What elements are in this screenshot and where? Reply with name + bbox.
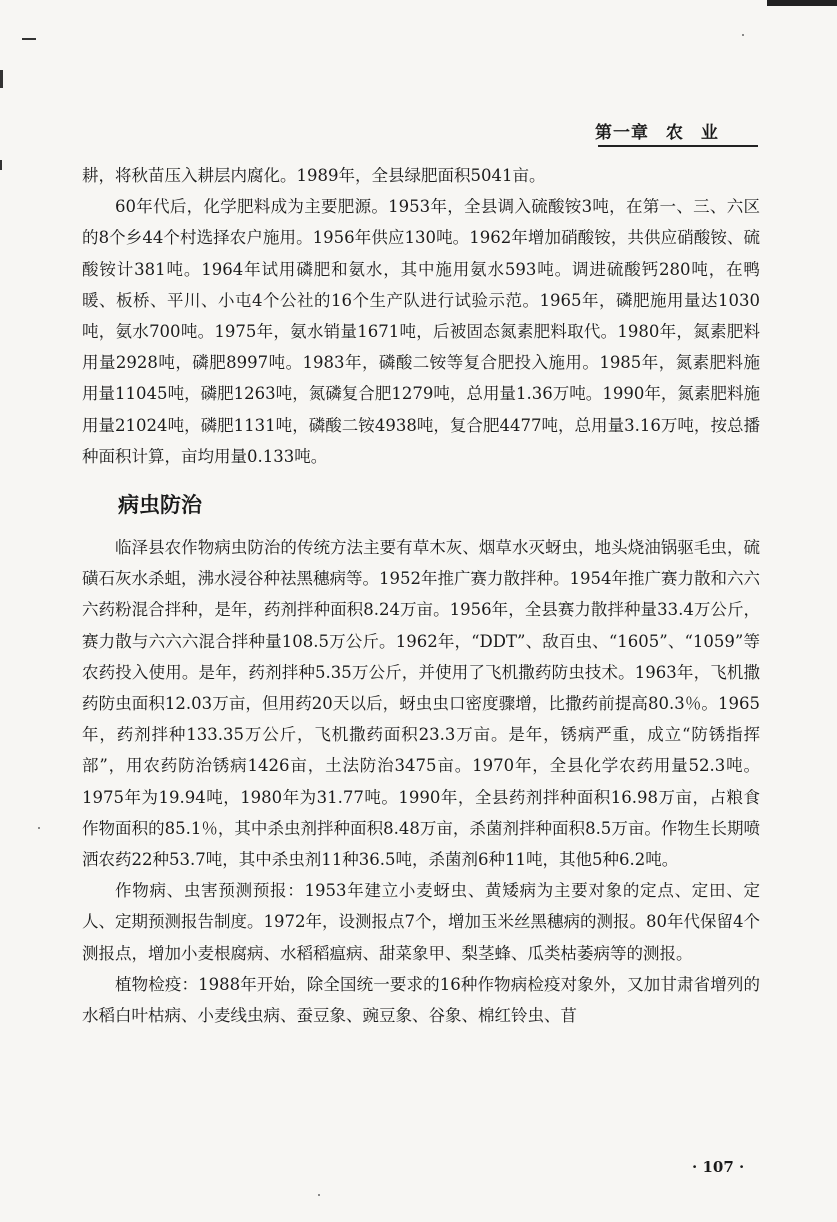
- paragraph: 耕，将秋苗压入耕层内腐化。1989年，全县绿肥面积5041亩。: [82, 166, 546, 185]
- page-number: · 107 ·: [692, 1158, 745, 1176]
- scan-speck: [742, 34, 744, 36]
- section-heading: 病虫防治: [118, 493, 202, 518]
- scan-edge-mark: [22, 38, 36, 40]
- header-rule: [598, 145, 758, 147]
- scan-edge-mark: [767, 0, 837, 6]
- scan-speck: [318, 1194, 320, 1196]
- chapter-header: 第一章 农 业: [595, 123, 719, 143]
- scan-edge-mark: [0, 70, 3, 88]
- paragraph: 60年代后，化学肥料成为主要肥源。1953年，全县调入硫酸铵3吨，在第一、三、六区的8个乡44个村选择农户施用。1956年供应130吨。1962年增加硝酸铵，共供应硝酸铵、硫酸铵计381吨。1964年试用磷肥和氨水，其中施用氨水593吨。调进硫酸钙280吨，在鸭暖、板桥、平川、小屯4个公社的16个生产队进行试验示范。1965年，磷肥施用量达1030吨，氨水700吨。1975年，氨水销量1671吨，后被固态氮素肥料取代。1980年，氮素肥料用量2928吨，磷肥8997吨。1983年，磷酸二铵等复合肥投入施用。1985年，氮素肥料施用量11045吨，磷肥1263吨，氮磷复合肥1279吨，总用量1.36万吨。1990年，氮素肥料施用量21024吨，磷肥1131吨，磷酸二铵4938吨，复合肥4477吨，总用量3.16万吨，按总播种面积计算，亩均用量0.133吨。: [82, 197, 760, 466]
- paragraph: 作物病、虫害预测预报：1953年建立小麦蚜虫、黄矮病为主要对象的定点、定田、定人、定期预测报告制度。1972年，设测报点7个，增加玉米丝黑穗病的测报。80年代保留4个测报点，增加小麦根腐病、水稻稻瘟病、甜菜象甲、梨茎蜂、瓜类枯萎病等的测报。: [82, 881, 760, 963]
- scan-speck: [38, 827, 40, 829]
- paragraph: 临泽县农作物病虫防治的传统方法主要有草木灰、烟草水灭蚜虫，地头烧油锅驱毛虫，硫磺石灰水杀蛆，沸水浸谷种祛黑穗病等。1952年推广赛力散拌种。1954年推广赛力散和六六六药粉混合拌种，是年，药剂拌种面积8.24万亩。1956年，全县赛力散拌种量33.4万公斤，赛力散与六六六混合拌种量108.5万公斤。1962年，“DDT”、敌百虫、“1605”、“1059”等农药投入使用。是年，药剂拌种5.35万公斤，并使用了飞机撒药防虫技术。1963年，飞机撒药防虫面积12.03万亩，但用药20天以后，蚜虫虫口密度骤增，比撒药前提高80.3％。1965年，药剂拌种133.35万公斤，飞机撒药面积23.3万亩。是年，锈病严重，成立“防锈指挥部”，用农药防治锈病1426亩，土法防治3475亩。1970年，全县化学农药用量52.3吨。1975年为19.94吨，1980年为31.77吨。1990年，全县药剂拌种面积16.98万亩，占粮食作物面积的85.1％，其中杀虫剂拌种面积8.48万亩，杀菌剂拌种面积8.5万亩。作物生长期喷洒农药22种53.7吨，其中杀虫剂11种36.5吨，杀菌剂6种11吨，其他5种6.2吨。: [82, 538, 760, 870]
- paragraph: 植物检疫：1988年开始，除全国统一要求的16种作物病检疫对象外，又加甘肃省增列的水稻白叶枯病、小麦线虫病、蚕豆象、豌豆象、谷象、棉红铃虫、苜: [82, 974, 760, 1026]
- scan-edge-mark: [0, 160, 2, 170]
- page-body: [82, 160, 760, 1031]
